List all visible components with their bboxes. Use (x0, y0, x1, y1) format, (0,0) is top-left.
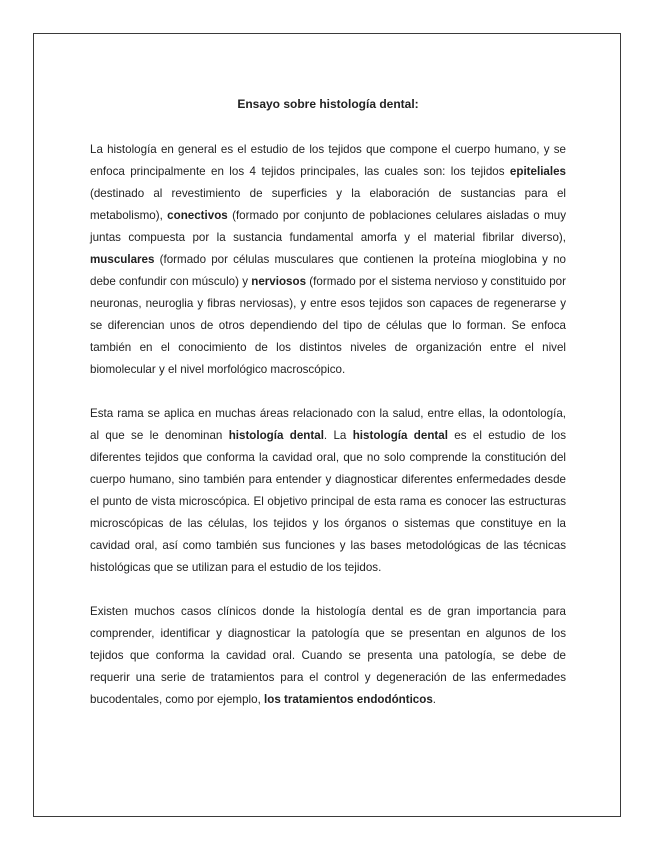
bold-term-nerviosos: nerviosos (251, 275, 307, 288)
text-run: (formado por el sistema nervioso y constituido por neuronas, neuroglia y fibras nerviosas), y entre esos tejidos son capaces de regenerarse y se diferencian unos de otros dependiendo del tipo de células que lo forman. Se enfoca también en el conocimiento de los distintos niveles de organización entre el nivel biomolecular y el nivel morfológico macroscópico. (90, 275, 566, 376)
text-run: Existen muchos casos clínicos donde la histología dental es de gran importancia para comprender, identificar y diagnosticar la patología que se presentan en algunos de los tejidos que conforma la cavidad oral. Cuando se presenta una patología, se debe de requerir una serie de tratamientos para el control y degeneración de las enfermedades bucodentales, como por ejemplo, (90, 605, 566, 706)
text-run: (destinado al revestimiento de superficies y la elaboración de sustancias para el metabolismo), (90, 187, 566, 222)
text-run: (formado por conjunto de poblaciones celulares aisladas o muy juntas compuesta por la sustancia fundamental amorfa y el material fibrilar diverso), (90, 209, 566, 244)
bold-term-tratamientos-endodonticos: los tratamientos endodónticos (264, 693, 433, 706)
text-run: . (432, 693, 437, 706)
bold-term-conectivos: conectivos (167, 209, 228, 222)
paragraph-2 (90, 403, 566, 579)
document-title: Ensayo sobre histología dental: (237, 97, 419, 111)
text-run: La histología en general es el estudio de los tejidos que compone el cuerpo humano, y se enfoca principalmente en los 4 tejidos principales, las cuales son: los tejidos (90, 143, 566, 178)
paragraph-1 (90, 139, 566, 381)
text-run: Esta rama se aplica en muchas áreas relacionado con la salud, entre ellas, la odontología, al que se le denominan (90, 407, 566, 442)
text-run: . La (323, 429, 353, 442)
text-run: es el estudio de los diferentes tejidos que conforma la cavidad oral, que no solo comprende la constitución del cuerpo humano, sino también para entender y diagnosticar diferentes enfermedades desde el punto de vista microscópica. El objetivo principal de esta rama es conocer las estructuras microscópicas de las células, los tejidos y los órganos o sistemas que constituye en la cavidad oral, así como también sus funciones y las bases metodológicas de las técnicas histológicas que se utilizan para el estudio de los tejidos. (90, 429, 566, 574)
bold-term-histologia-dental: histología dental (228, 429, 324, 442)
document-body (90, 93, 566, 733)
paragraph-3 (90, 601, 566, 711)
bold-term-epiteliales: epiteliales (509, 165, 566, 178)
bold-term-musculares: musculares (90, 253, 155, 266)
bold-term-histologia-dental: histología dental (352, 429, 448, 442)
text-run: (formado por células musculares que contienen la proteína mioglobina y no debe confundir con músculo) y (90, 253, 566, 288)
